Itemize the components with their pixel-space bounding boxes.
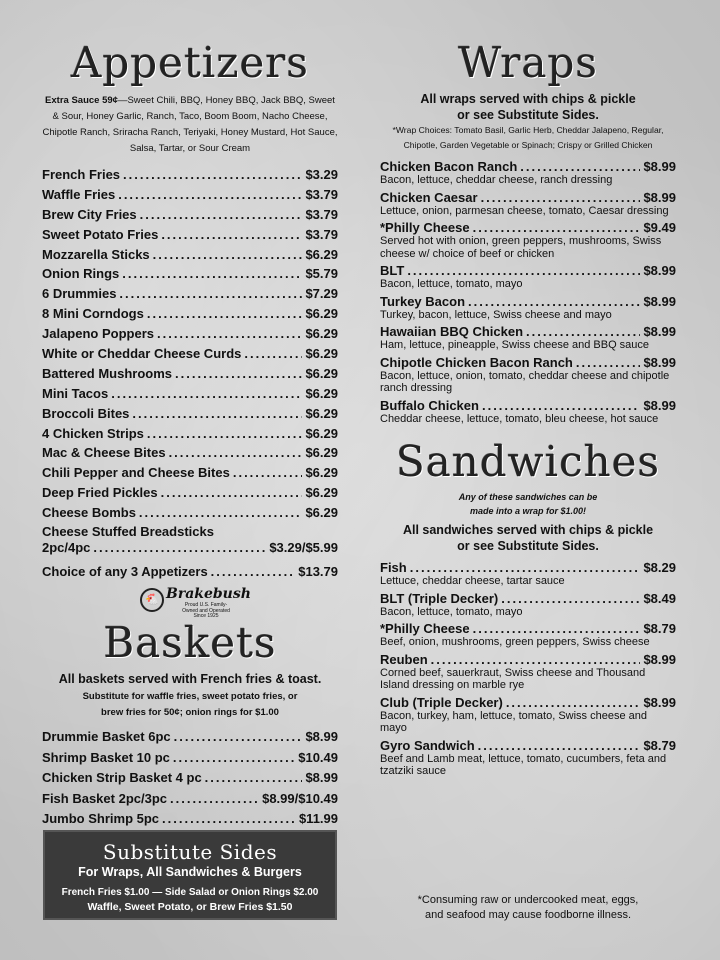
leader-dots <box>170 789 259 810</box>
item-price: $8.79 <box>643 737 676 753</box>
item-price: $8.99 <box>305 729 338 744</box>
menu-item <box>42 284 338 304</box>
leader-dots <box>119 284 302 304</box>
item-name: Gyro Sandwich <box>380 737 475 753</box>
item-description: Bacon, lettuce, cheddar cheese, ranch dressing <box>380 174 613 186</box>
menu-item <box>380 159 676 174</box>
menu-item <box>42 503 338 523</box>
item-description: Lettuce, onion, parmesan cheese, tomato, Caesar dressing <box>380 204 669 217</box>
baskets-sub-note: Substitute for waffle fries, sweet potato fries, or brew fries for 50¢; onion rings for $1.00 <box>82 691 298 718</box>
menu-item <box>380 398 676 426</box>
menu-item <box>42 384 338 404</box>
brakebush-logo <box>140 586 251 619</box>
leader-dots <box>410 560 641 575</box>
menu-item <box>380 695 676 735</box>
item-name: Jumbo Shrimp 5pc <box>42 811 160 826</box>
item-price: $10.49 <box>298 749 338 765</box>
sandwiches-list <box>380 560 676 778</box>
right-column <box>380 0 676 781</box>
choice-item <box>42 562 338 582</box>
menu-item <box>42 364 338 384</box>
menu-item <box>380 738 676 778</box>
disclaimer <box>380 893 676 923</box>
item-price: $6.29 <box>305 346 338 362</box>
menu-item <box>42 443 338 463</box>
leader-dots <box>473 621 641 636</box>
item-name: Fish Basket 2pc/3pc <box>42 790 167 806</box>
item-name: Hawaiian BBQ Chicken <box>380 324 524 339</box>
menu-item <box>42 809 338 830</box>
menu-item <box>42 225 338 245</box>
item-name: *Philly Cheese <box>380 220 470 235</box>
leader-dots <box>473 220 641 235</box>
wrap-upgrade-line1: Any of these sandwiches can be <box>458 492 598 502</box>
leader-dots <box>526 324 640 339</box>
item-price: $8.99 <box>643 694 676 710</box>
item-name: 4 Chicken Strips <box>42 425 144 441</box>
leader-dots <box>169 443 303 463</box>
item-name: Chili Pepper and Cheese Bites <box>42 465 230 481</box>
breadsticks-name: Cheese Stuffed Breadsticks <box>42 524 214 540</box>
item-name: French Fries <box>42 167 121 182</box>
menu-item <box>42 424 338 444</box>
disclaimer-line2: and seafood may cause foodborne illness. <box>424 909 632 921</box>
leader-dots <box>482 398 640 413</box>
item-name: Turkey Bacon <box>380 293 466 309</box>
item-price: $6.29 <box>305 465 338 481</box>
leader-dots <box>233 463 303 483</box>
item-price: $6.29 <box>305 505 338 521</box>
leader-dots <box>139 503 303 523</box>
leader-dots <box>140 205 303 225</box>
item-name: Fish <box>380 560 407 575</box>
wrap-choices-note: *Wrap Choices: Tomato Basil, Garlic Herb, Cheddar Jalapeno, Regular, Chipotle, Garden Vegetable or Spinach; Crispy or Grilled Chicken <box>392 125 664 150</box>
leader-dots <box>122 264 302 284</box>
item-description: Beef and Lamb meat, lettuce, tomato, cucumbers, feta and tzatziki sauce <box>380 752 667 777</box>
item-name: Mini Tacos <box>42 385 109 401</box>
menu-item <box>380 324 676 339</box>
item-price: $8.99 <box>643 354 676 370</box>
item-name: Chicken Caesar <box>380 189 478 205</box>
choice-price: $13.79 <box>298 564 338 580</box>
item-name: Brew City Fries <box>42 206 137 222</box>
item-price: $6.29 <box>305 306 338 322</box>
menu-item <box>380 263 676 278</box>
leader-dots <box>93 540 266 556</box>
baskets-intro: All baskets served with French fries & toast. <box>58 672 322 686</box>
item-price: $5.79 <box>305 266 338 282</box>
leader-dots <box>162 809 296 830</box>
menu-item <box>42 185 338 205</box>
leader-dots <box>481 190 641 205</box>
menu-item <box>380 621 676 636</box>
substitute-sides-line2: Waffle, Sweet Potato, or Brew Fries $1.50 <box>87 901 293 913</box>
menu-item <box>42 463 338 483</box>
item-name: BLT (Triple Decker) <box>380 590 499 606</box>
menu-item <box>42 245 338 265</box>
sandwiches-intro-line1: All sandwiches served with chips & pickle <box>402 523 654 537</box>
menu-item <box>380 190 676 205</box>
wraps-title: Wraps <box>458 38 598 87</box>
item-name: Broccoli Bites <box>42 405 130 421</box>
wraps-intro-line2: or see Substitute Sides. <box>457 108 599 122</box>
item-name: Chicken Strip Basket 4 pc <box>42 770 202 785</box>
leader-dots <box>111 384 302 404</box>
menu-item <box>380 695 676 710</box>
menu-item <box>42 404 338 424</box>
item-name: Jalapeno Poppers <box>42 326 154 342</box>
baskets-title: Baskets <box>103 618 277 667</box>
substitute-sides-title: Substitute Sides <box>102 840 278 864</box>
menu-item <box>380 263 676 291</box>
leader-dots <box>132 404 302 424</box>
item-name: White or Cheddar Cheese Curds <box>42 346 242 362</box>
item-price: $8.49 <box>643 590 676 606</box>
item-price: $8.99 <box>643 159 676 174</box>
item-description: Served hot with onion, green peppers, mushrooms, Swiss cheese w/ choice of beef or chicken <box>380 235 662 260</box>
item-price: $8.99/$10.49 <box>262 790 338 806</box>
item-price: $9.49 <box>643 220 676 235</box>
leader-dots <box>161 483 303 503</box>
item-description: Bacon, lettuce, onion, tomato, cheddar cheese and chipotle ranch dressing <box>380 369 670 394</box>
item-price: $6.29 <box>305 385 338 401</box>
leader-dots <box>431 652 641 667</box>
breadsticks-price: $3.29/$5.99 <box>269 540 338 556</box>
menu-item <box>380 591 676 606</box>
item-name: Mozzarella Sticks <box>42 246 150 262</box>
wraps-intro-line1: All wraps served with chips & pickle <box>420 92 636 106</box>
item-price: $6.29 <box>305 365 338 381</box>
item-price: $11.99 <box>298 811 338 826</box>
substitute-sides-subtitle: For Wraps, All Sandwiches & Burgers <box>78 865 302 879</box>
item-price: $6.29 <box>305 326 338 342</box>
menu-item <box>42 344 338 364</box>
item-name: Chicken Bacon Ranch <box>380 159 518 174</box>
sandwiches-title: Sandwiches <box>395 437 661 486</box>
item-name: Waffle Fries <box>42 186 116 202</box>
item-price: $8.99 <box>305 770 338 785</box>
leader-dots <box>173 748 295 769</box>
leader-dots <box>468 294 640 309</box>
item-name: Drummie Basket 6pc <box>42 729 171 744</box>
leader-dots <box>161 225 302 245</box>
menu-item <box>380 294 676 309</box>
substitute-sides-box <box>43 830 337 920</box>
extra-sauce-label: Extra Sauce 59¢ <box>45 95 118 106</box>
item-name: *Philly Cheese <box>380 621 470 636</box>
item-description: Lettuce, cheddar cheese, tartar sauce <box>380 575 565 587</box>
left-column <box>42 0 338 582</box>
leader-dots <box>576 355 641 370</box>
menu-item <box>42 727 338 748</box>
menu-item <box>42 768 338 789</box>
leader-dots <box>478 738 641 753</box>
item-name: Club (Triple Decker) <box>380 694 503 710</box>
menu-item <box>380 355 676 370</box>
item-price: $7.29 <box>305 286 338 302</box>
menu-item <box>380 652 676 692</box>
item-price: $6.29 <box>305 405 338 421</box>
item-price: $3.79 <box>305 206 338 222</box>
item-name: 8 Mini Corndogs <box>42 306 144 322</box>
item-description: Turkey, bacon, lettuce, Swiss cheese and mayo <box>380 308 612 321</box>
menu-item <box>42 789 338 810</box>
leader-dots <box>205 768 303 789</box>
item-name: Buffalo Chicken <box>380 397 479 413</box>
baskets-list <box>42 727 338 830</box>
baskets-section <box>42 618 338 830</box>
item-name: Chipotle Chicken Bacon Ranch <box>380 354 573 370</box>
sandwiches-intro-line2: or see Substitute Sides. <box>457 539 599 553</box>
item-price: $8.99 <box>643 324 676 339</box>
leader-dots <box>506 695 641 710</box>
leader-dots <box>501 591 640 606</box>
item-price: $8.99 <box>643 293 676 309</box>
menu-item <box>380 560 676 588</box>
item-name: Battered Mushrooms <box>42 365 173 381</box>
menu-item <box>42 483 338 503</box>
extra-sauce-note <box>42 93 338 157</box>
item-price: $3.29 <box>305 167 338 182</box>
menu-item <box>380 355 676 395</box>
wraps-list <box>380 159 676 425</box>
chicken-icon: 🐔 <box>140 588 164 612</box>
leader-dots <box>118 185 302 205</box>
menu-item <box>42 264 338 284</box>
leader-dots <box>211 562 296 582</box>
menu-item <box>380 621 676 649</box>
menu-item <box>42 165 338 185</box>
disclaimer-line1: *Consuming raw or undercooked meat, eggs, <box>417 894 639 906</box>
item-price: $8.79 <box>643 621 676 636</box>
leader-dots <box>520 159 640 174</box>
logo-brand: Brakebush <box>166 586 251 602</box>
leader-dots <box>153 245 303 265</box>
item-name: Onion Rings <box>42 266 120 282</box>
leader-dots <box>157 324 302 344</box>
item-price: $3.79 <box>305 186 338 202</box>
leader-dots <box>147 424 303 444</box>
item-name: Shrimp Basket 10 pc <box>42 749 170 765</box>
menu-item <box>42 304 338 324</box>
item-description: Cheddar cheese, lettuce, tomato, bleu cheese, hot sauce <box>380 412 659 425</box>
item-description: Bacon, lettuce, tomato, mayo <box>380 278 523 290</box>
wrap-upgrade-line2: made into a wrap for $1.00! <box>469 506 587 516</box>
item-name: 6 Drummies <box>42 286 117 302</box>
leader-dots <box>244 344 302 364</box>
leader-dots <box>175 364 302 384</box>
menu-item <box>380 738 676 753</box>
breadsticks-item <box>42 524 338 556</box>
breadsticks-portion: 2pc/4pc <box>42 540 91 556</box>
item-price: $8.99 <box>643 189 676 205</box>
item-price: $6.29 <box>305 425 338 441</box>
menu-item <box>380 591 676 619</box>
menu-item <box>42 205 338 225</box>
item-price: $6.29 <box>305 485 338 501</box>
menu-item <box>380 190 676 218</box>
menu-item <box>380 652 676 667</box>
item-name: Mac & Cheese Bites <box>42 445 166 461</box>
extra-sauce-text: —Sweet Chili, BBQ, Honey BBQ, Jack BBQ, Sweet & Sour, Honey Garlic, Ranch, Taco, Boom Boom, Nacho Cheese, Chipotle Ranch, Sriracha Ranch, Teriyaki, Honey Mustard, Hot Sauce, Salsa, Tartar, or Sour Cream <box>42 95 338 154</box>
substitute-sides-line1: French Fries $1.00 — Side Salad or Onion Rings $2.00 <box>61 887 319 898</box>
menu-item <box>380 159 676 187</box>
menu-item <box>380 220 676 260</box>
item-description: Bacon, turkey, ham, lettuce, tomato, Swiss cheese and mayo <box>380 709 647 734</box>
leader-dots <box>174 727 303 748</box>
item-name: Reuben <box>380 651 428 667</box>
menu-item <box>42 748 338 769</box>
appetizers-list <box>42 165 338 523</box>
menu-item <box>380 398 676 413</box>
menu-item <box>380 560 676 575</box>
logo-tagline: Proud U.S. Family-Owned and Operated Since 1925 <box>182 602 230 619</box>
menu-item <box>380 324 676 352</box>
leader-dots <box>407 263 640 278</box>
item-price: $6.29 <box>305 445 338 461</box>
leader-dots <box>147 304 303 324</box>
item-name: Deep Fried Pickles <box>42 485 158 501</box>
item-price: $8.99 <box>643 397 676 413</box>
item-description: Bacon, lettuce, tomato, mayo <box>380 605 523 618</box>
item-description: Corned beef, sauerkraut, Swiss cheese and Thousand Island dressing on marble rye <box>380 666 646 691</box>
menu-item <box>380 294 676 322</box>
appetizers-title: Appetizers <box>71 38 309 87</box>
item-name: Cheese Bombs <box>42 505 136 521</box>
item-description: Beef, onion, mushrooms, green peppers, Swiss cheese <box>380 636 650 648</box>
item-description: Ham, lettuce, pineapple, Swiss cheese and BBQ sauce <box>380 339 650 351</box>
item-price: $6.29 <box>305 246 338 262</box>
menu-item <box>380 220 676 235</box>
menu-item <box>42 324 338 344</box>
item-price: $3.79 <box>305 226 338 242</box>
item-price: $8.99 <box>643 263 676 278</box>
item-name: Sweet Potato Fries <box>42 226 159 242</box>
leader-dots <box>123 165 302 185</box>
item-price: $8.99 <box>643 651 676 667</box>
item-name: BLT <box>380 263 405 278</box>
item-price: $8.29 <box>643 560 676 575</box>
choice-name: Choice of any 3 Appetizers <box>42 564 208 580</box>
